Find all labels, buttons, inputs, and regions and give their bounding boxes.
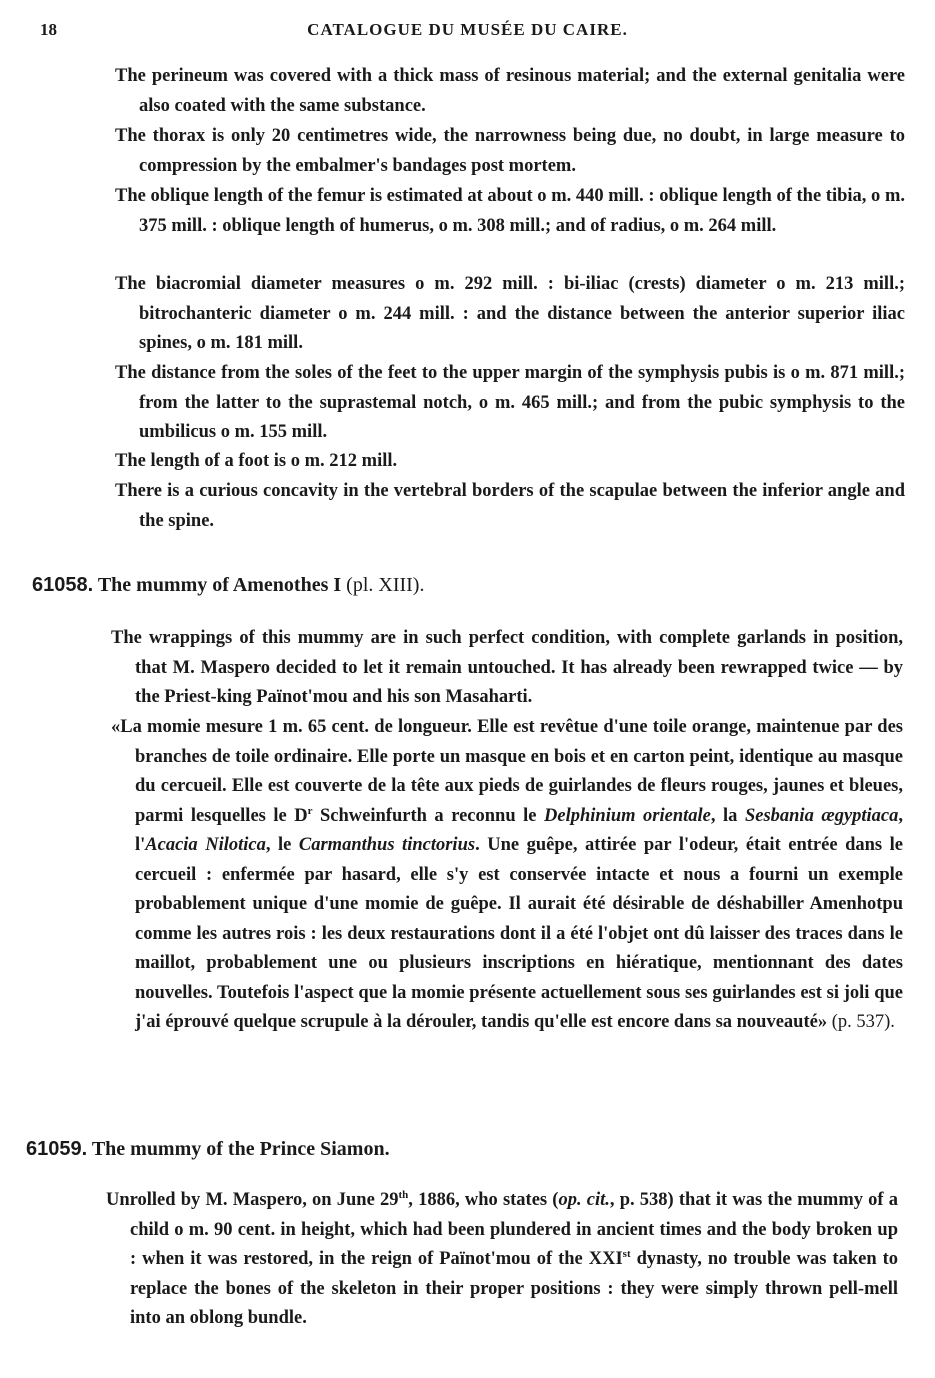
page-citation: (p. 537). xyxy=(827,1012,895,1032)
paragraph-scapulae: There is a curious concavity in the vertebral borders of the scapulae between the inferior angle and the spine. xyxy=(115,481,905,531)
entry-number: 61058. xyxy=(32,574,94,596)
entry-title: The mummy of the Prince Siamon. xyxy=(91,1138,390,1160)
paragraph-thorax: The thorax is only 20 centimetres wide, the narrowness being due, no doubt, in large measure to compression by the embalmer's bandages post mortem. xyxy=(115,126,905,176)
section-heading-61059 xyxy=(26,1138,390,1161)
paragraph-distance-soles: The distance from the soles of the feet to the upper margin of the symphysis pubis is o m. 871 mill.; from the latter to the suprastemal notch, o m. 465 mill.; and from the pubic symphysis to the umbilicus o m. 155 mill. xyxy=(115,363,905,442)
paragraph-perineum: The perineum was covered with a thick mass of resinous material; and the external genitalia were also coated with the same substance. xyxy=(115,66,905,116)
paragraph-oblique-length: The oblique length of the femur is estimated at about o m. 440 mill. : oblique length of the tibia, o m. 375 mill. : oblique length of humerus, o m. 308 mill.; and of radius, o m. 264 mill. xyxy=(115,186,905,236)
plate-reference: (pl. XIII). xyxy=(346,574,425,596)
paragraph-maspero-quote: «La momie mesure 1 m. 65 cent. de longueur. Elle est revêtue d'une toile orange, maintenue par des branches de toile ordinaire. Elle porte un masque en bois et en carton peint, identique au masque du cercueil. Elle est couverte de la tête aux pieds de guirlandes de fleurs rouges, jaunes et bleues, parmi lesquelles le $D^r$ Schweinfurth a reconnu le Delphinium orientale, la Sesbania ægyptiaca, l'Acacia Nilotica, le Carmanthus tinctorius. Une guêpe, attirée par l'odeur, était entrée dans le cercueil : enfermée par hasard, elle s'y est conservée intacte et nous a fourni un exemple probablement unique d'une momie de guêpe. Il aurait été désirable de déshabiller Amenhotpu comme les autres rois : les deux restaurations dont il a été l'objet ont dû laisser des traces dans le maillot, probablement une ou plusieurs inscriptions en hiératique, mentionnant des dates nouvelles. Toutefois l'aspect que la momie présente actuellement sous ses guirlandes est si joli que j'ai éprouvé quelque scrupule à la dérouler, tandis qu'elle est encore dans sa nouveauté» (p. 537). xyxy=(111,717,904,1032)
entry-title: The mummy of Amenothes I xyxy=(97,574,342,596)
running-header xyxy=(30,18,905,46)
entry-number: 61059. xyxy=(26,1138,88,1160)
header-title: CATALOGUE DU MUSÉE DU CAIRE. xyxy=(307,20,628,39)
paragraph-foot-length: The length of a foot is o m. 212 mill. xyxy=(115,451,398,471)
species-carmanthus: Carmanthus tinctorius xyxy=(298,835,476,855)
paragraph-siamon: Unrolled by M. Maspero, on June 29th, 1886, who states (op. cit., p. 538) that it was the mummy of a child o m. 90 cent. in height, which had been plundered in ancient times and the body broken up : when it was restored, in the reign of Païnot'mou of the XXIst dynasty, no trouble was taken to replace the bones of the skeleton in their proper positions : they were simply thrown pell-mell into an oblong bundle. xyxy=(106,1188,898,1328)
page-number: 18 xyxy=(40,20,57,39)
species-sesbania: Sesbania ægyptiaca xyxy=(744,805,899,826)
paragraph-biacromial: The biacromial diameter measures o m. 292 mill. : bi-iliac (crests) diameter o m. 213 mill.; bitrochanteric diameter o m. 244 mill. : and the distance between the anterior superior iliac spines, o m. 181 mill. xyxy=(115,274,905,353)
species-delphinium: Delphinium orientale xyxy=(544,805,711,826)
species-acacia: Acacia Nilotica xyxy=(145,835,266,855)
section-heading-61058 xyxy=(32,574,424,597)
paragraph-wrappings: The wrappings of this mummy are in such perfect condition, with complete garlands in position, that M. Maspero decided to let it remain untouched. It has already been rewrapped twice — by the Priest-king Païnot'mou and his son Masaharti. xyxy=(111,628,903,707)
